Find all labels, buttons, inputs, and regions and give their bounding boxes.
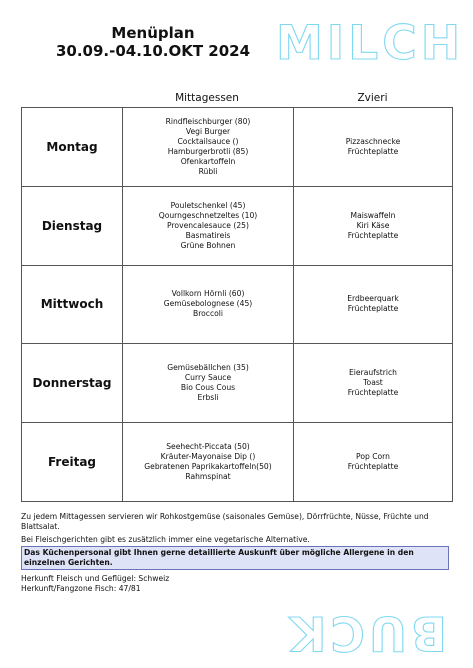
snack-cell bbox=[294, 108, 453, 187]
date-range: 30.09.-04.10.OKT 2024 bbox=[55, 42, 251, 60]
snack-item: Eieraufstrich bbox=[349, 368, 397, 378]
lunch-item: Rahmspinat bbox=[185, 472, 231, 482]
lunch-item: Gemüsebolognese (45) bbox=[163, 299, 253, 309]
lunch-item: Vegi Burger bbox=[185, 126, 231, 136]
lunch-item: Ofenkartoffeln bbox=[180, 156, 236, 166]
day-name: Freitag bbox=[22, 423, 123, 502]
lunch-item: Gemüsebällchen (35) bbox=[167, 363, 249, 373]
snack-item: Pop Corn bbox=[356, 452, 390, 462]
lunch-item: Rindfleischburger (80) bbox=[165, 116, 251, 126]
lunch-item: Basmatireis bbox=[185, 230, 231, 240]
allergen-notice: Das Küchenpersonal gibt Ihnen gerne detaillierte Auskunft über mögliche Allergene in den einzelnen Gerichten. bbox=[21, 546, 449, 570]
day-name: Donnerstag bbox=[22, 344, 123, 423]
lunch-item: Cocktailsauce () bbox=[177, 136, 239, 146]
day-name: Montag bbox=[22, 108, 123, 187]
lunch-item: Qourngeschnetzeltes (10) bbox=[158, 210, 258, 220]
snack-item: Toast bbox=[363, 378, 383, 388]
snack-item: Pizzaschnecke bbox=[345, 136, 401, 146]
snack-cell bbox=[294, 423, 453, 502]
origin-fish: Herkunft/Fangzone Fisch: 47/81 bbox=[21, 584, 141, 593]
snack-item: Früchteplatte bbox=[347, 146, 399, 156]
lunch-cell bbox=[123, 423, 294, 502]
lunch-item: Pouletschenkel (45) bbox=[170, 200, 246, 210]
menu-row bbox=[22, 344, 453, 423]
lunch-cell bbox=[123, 108, 294, 187]
lunch-item: Vollkorn Hörnli (60) bbox=[171, 289, 245, 299]
snack-cell bbox=[294, 344, 453, 423]
snack-item: Früchteplatte bbox=[347, 462, 399, 472]
lunch-item: Hamburgerbrotli (85) bbox=[167, 146, 249, 156]
menu-row bbox=[22, 186, 453, 265]
menu-table-body bbox=[22, 108, 453, 502]
lunch-item: Seehecht-Piccata (50) bbox=[166, 442, 250, 452]
snack-cell bbox=[294, 186, 453, 265]
day-name: Mittwoch bbox=[22, 265, 123, 344]
side-dishes-note: Zu jedem Mittagessen servieren wir Rohkostgemüse (saisonales Gemüse), Dörrfrüchte, Nüsse, Früchte und Blattsalat. bbox=[21, 512, 429, 531]
menu-row bbox=[22, 265, 453, 344]
lunch-item: Rübli bbox=[198, 166, 218, 176]
day-name: Dienstag bbox=[22, 186, 123, 265]
snack-item: Früchteplatte bbox=[347, 388, 399, 398]
lunch-item: Gebratenen Paprikakartoffeln(50) bbox=[144, 462, 272, 472]
menu-title bbox=[48, 24, 258, 60]
lunch-cell bbox=[123, 265, 294, 344]
column-header-snack: Zvieri bbox=[357, 92, 388, 104]
snack-item: Maiswaffeln bbox=[350, 210, 396, 220]
origin-meat: Herkunft Fleisch und Geflügel: Schweiz bbox=[21, 574, 170, 583]
lunch-cell bbox=[123, 186, 294, 265]
menu-row bbox=[22, 108, 453, 187]
vegetarian-note: Bei Fleischgerichten gibt es zusätzlich immer eine vegetarische Alternative. bbox=[21, 535, 310, 544]
lunch-item: Curry Sauce bbox=[184, 373, 232, 383]
lunch-cell bbox=[123, 344, 294, 423]
lunch-item: Provencalesauce (25) bbox=[167, 220, 249, 230]
menu-table bbox=[21, 107, 453, 502]
brand-logo-bottom: BUCK bbox=[286, 605, 447, 660]
lunch-item: Grüne Bohnen bbox=[180, 240, 236, 250]
snack-item: Kiri Käse bbox=[356, 220, 390, 230]
lunch-item: Bio Cous Cous bbox=[180, 383, 236, 393]
lunch-item: Erbsli bbox=[197, 393, 219, 403]
lunch-item: Broccoli bbox=[192, 309, 224, 319]
snack-item: Früchteplatte bbox=[347, 230, 399, 240]
snack-cell bbox=[294, 265, 453, 344]
brand-logo-top: MILCH bbox=[276, 16, 465, 71]
page-title: Menüplan bbox=[111, 24, 195, 42]
snack-item: Früchteplatte bbox=[347, 304, 399, 314]
column-header-lunch: Mittagessen bbox=[175, 92, 239, 104]
lunch-item: Kräuter-Mayonaise Dip () bbox=[160, 452, 256, 462]
snack-item: Erdbeerquark bbox=[347, 294, 399, 304]
menu-row bbox=[22, 423, 453, 502]
